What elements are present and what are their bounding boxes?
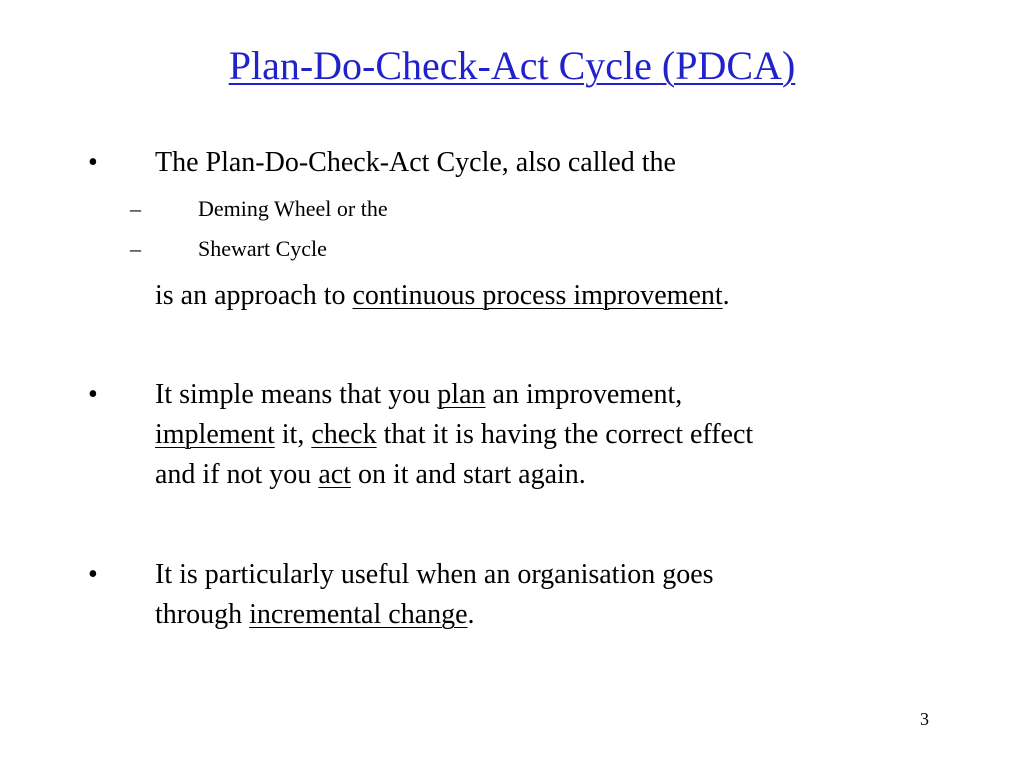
implement-term: implement bbox=[155, 419, 275, 450]
sub-bullet-marker: – bbox=[130, 196, 141, 221]
bullet-2-text bbox=[155, 375, 935, 495]
bullet-marker: • bbox=[88, 147, 98, 178]
plan-term: plan bbox=[437, 379, 486, 410]
text-span: it, bbox=[274, 419, 312, 450]
slide-title: Plan-Do-Check-Act Cycle (PDCA) bbox=[228, 43, 796, 88]
bullet-1-text: The Plan-Do-Check-Act Cycle, also called the bbox=[155, 147, 676, 178]
page-number: 3 bbox=[920, 709, 929, 729]
sub-bullet-marker: – bbox=[130, 236, 141, 261]
text-span: an improvement, bbox=[485, 379, 683, 410]
continuous-process-improvement-term: continuous process improvement bbox=[352, 280, 723, 311]
incremental-change-term: incremental change bbox=[249, 599, 468, 630]
bullet-3-line-2 bbox=[155, 595, 935, 635]
sub-bullet-deming-wheel: Deming Wheel or the bbox=[198, 196, 388, 221]
bullet-marker: • bbox=[88, 379, 98, 410]
bullet-2-line-3 bbox=[155, 455, 935, 495]
bullet-marker: • bbox=[88, 559, 98, 590]
bullet-3-text bbox=[155, 555, 935, 635]
text-span: that it is having the correct effect bbox=[376, 419, 754, 450]
text-span: . bbox=[467, 599, 475, 630]
sub-bullet-shewart-cycle: Shewart Cycle bbox=[198, 236, 327, 261]
bullet-2-line-2 bbox=[155, 415, 935, 455]
bullet-2-line-1 bbox=[155, 375, 935, 415]
text-span: through bbox=[155, 599, 250, 630]
bullet-3-line-1: It is particularly useful when an organisation goes bbox=[155, 559, 714, 590]
text-span: on it and start again. bbox=[350, 459, 586, 490]
continuation-prefix: is an approach to bbox=[155, 280, 353, 311]
check-term: check bbox=[311, 419, 377, 450]
text-span: and if not you bbox=[155, 459, 319, 490]
text-span: It simple means that you bbox=[155, 379, 438, 410]
continuation-suffix: . bbox=[722, 280, 730, 311]
bullet-1-continuation bbox=[155, 276, 935, 316]
act-term: act bbox=[318, 459, 351, 490]
